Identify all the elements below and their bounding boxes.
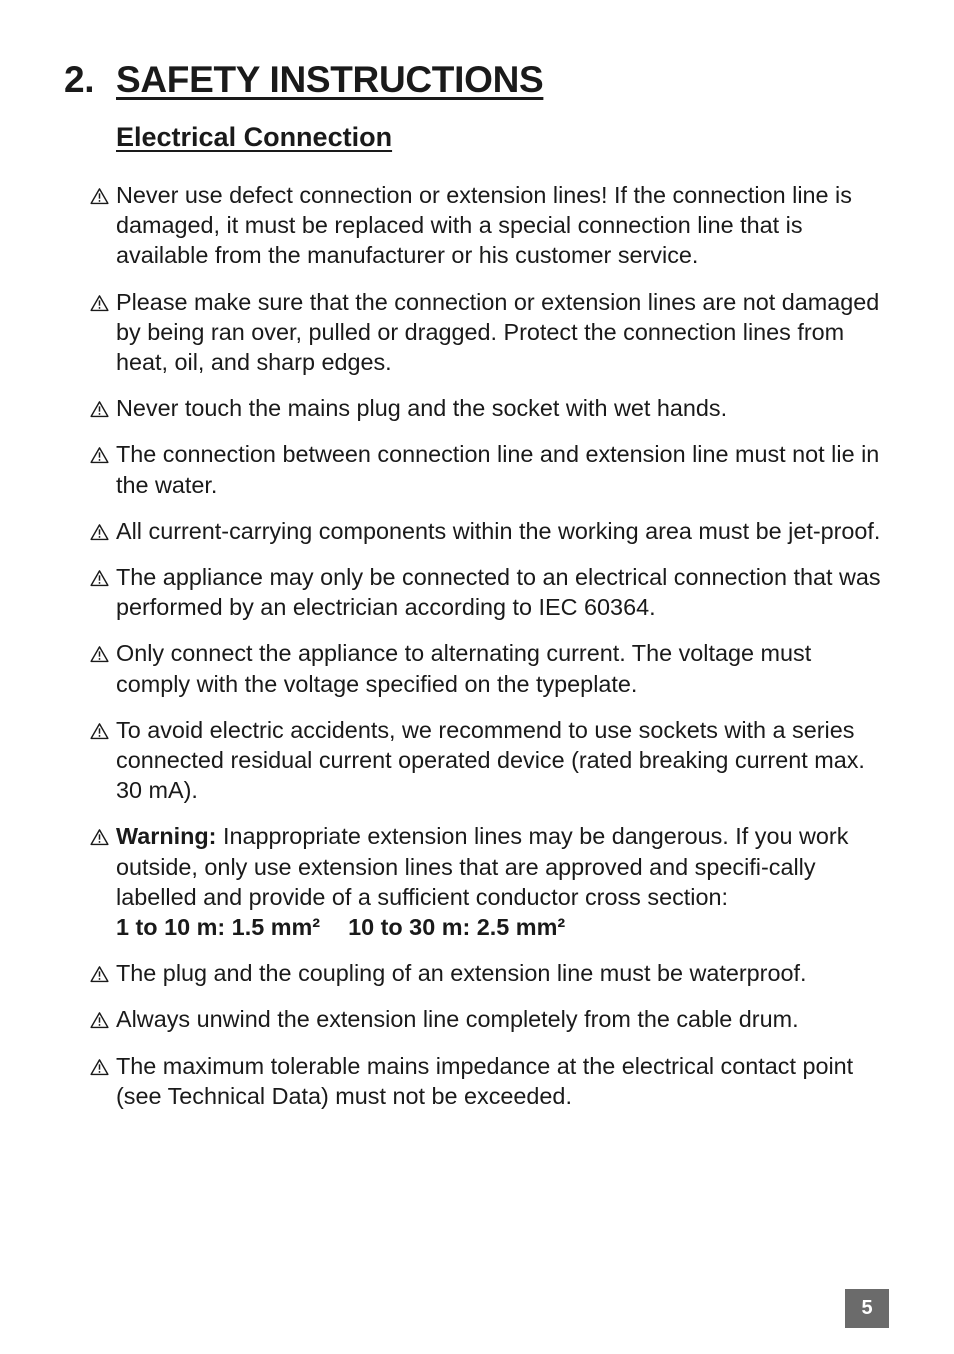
list-item	[90, 562, 890, 622]
list-item	[90, 180, 890, 271]
list-item	[90, 715, 890, 806]
warning-item	[90, 821, 890, 942]
item-text: The connection between connection line and extension line must not lie in the water.	[116, 441, 880, 498]
warning-text: Inappropriate extension lines may be dangerous. If you work outside, only use extension lines that are approved and specifi-cally labelled and provide of a sufficient conductor cross section:	[116, 823, 849, 910]
list-item	[90, 1051, 890, 1111]
chapter-title: SAFETY INSTRUCTIONS	[116, 59, 544, 100]
cross-section-spec	[116, 914, 565, 940]
item-text: All current-carrying components within the working area must be jet-proof.	[116, 517, 881, 544]
warning-triangle-icon	[90, 446, 109, 464]
item-text: The plug and the coupling of an extension line must be waterproof.	[116, 960, 807, 987]
warning-triangle-icon	[90, 1011, 109, 1029]
item-text: Always unwind the extension line completely from the cable drum.	[116, 1006, 799, 1033]
warning-triangle-icon	[90, 645, 109, 663]
list-item	[90, 638, 890, 698]
list-item	[90, 958, 890, 988]
item-text: Never touch the mains plug and the socket with wet hands.	[116, 395, 728, 422]
list-item	[90, 287, 890, 378]
spec-long-lines: 10 to 30 m: 2.5 mm²	[348, 914, 566, 941]
warning-triangle-icon	[90, 569, 109, 587]
warning-triangle-icon	[90, 828, 109, 846]
item-text: The appliance may only be connected to an electrical connection that was performed by an electrician according to IEC 60364.	[116, 564, 881, 621]
list-item	[90, 516, 890, 546]
item-text: To avoid electric accidents, we recommend to use sockets with a series connected residual current operated device (rated breaking current max. 30 mA).	[116, 716, 865, 804]
warning-triangle-icon	[90, 965, 109, 983]
list-item	[90, 1004, 890, 1034]
warning-triangle-icon	[90, 523, 109, 541]
item-text: Only connect the appliance to alternating current. The voltage must comply with the voltage specified on the typeplate.	[116, 640, 812, 697]
chapter-number: 2.	[64, 59, 95, 100]
warning-label: Warning:	[116, 823, 217, 850]
item-text: Please make sure that the connection or extension lines are not damaged by being ran over, pulled or dragged. Protect the connection lines from heat, oil, and sharp edges.	[116, 288, 880, 376]
warning-triangle-icon	[90, 187, 109, 205]
chapter-heading	[64, 58, 543, 102]
section-title: Electrical Connection	[116, 122, 393, 152]
page-number: 5	[845, 1289, 889, 1328]
list-item	[90, 439, 890, 499]
safety-instruction-list	[90, 180, 890, 1127]
item-text: Never use defect connection or extension lines! If the connection line is damaged, it must be replaced with a special connection line that is available from the manufacturer or his customer service.	[116, 182, 852, 269]
spec-short-lines: 1 to 10 m: 1.5 mm²	[116, 914, 321, 941]
warning-triangle-icon	[90, 294, 109, 312]
warning-triangle-icon	[90, 400, 109, 418]
list-item	[90, 393, 890, 423]
warning-triangle-icon	[90, 722, 109, 740]
item-text: The maximum tolerable mains impedance at the electrical contact point (see Technical Data) must not be exceeded.	[116, 1052, 854, 1109]
warning-triangle-icon	[90, 1058, 109, 1076]
